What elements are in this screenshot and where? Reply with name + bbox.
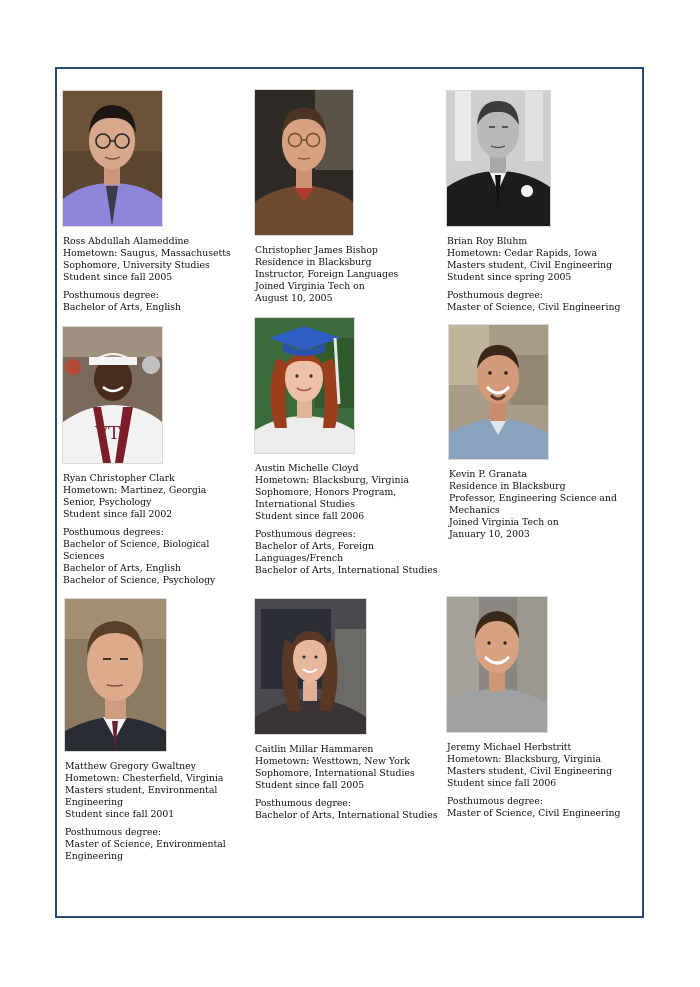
person-name: Brian Roy Bluhm bbox=[447, 236, 528, 247]
degree-line: Bachelor of Science, Biological Sciences bbox=[63, 539, 210, 562]
posthumous-degree bbox=[447, 290, 632, 314]
portrait-photo bbox=[255, 599, 366, 734]
info-line: Student since fall 2006 bbox=[447, 778, 557, 789]
posthumous-degree bbox=[65, 827, 250, 863]
degree-heading: Posthumous degree: bbox=[255, 798, 352, 809]
info-line: Sophomore, International Studies bbox=[255, 768, 415, 779]
info-line: Sophomore, University Studies bbox=[63, 260, 210, 271]
memorial-info bbox=[255, 245, 440, 305]
portrait-photo bbox=[255, 318, 354, 453]
info-line: Hometown: Chesterfield, Virginia bbox=[65, 773, 224, 784]
degree-line: Bachelor of Arts, English bbox=[63, 563, 182, 574]
info-line: Residence in Blacksburg bbox=[449, 481, 566, 492]
svg-text:VT: VT bbox=[95, 423, 121, 444]
degree-line: Bachelor of Science, Psychology bbox=[63, 575, 216, 586]
memorial-card bbox=[63, 91, 248, 314]
person-name: Ross Abdullah Alameddine bbox=[63, 236, 190, 247]
info-line: Student since fall 2005 bbox=[255, 780, 365, 791]
degree-line: Bachelor of Arts, English bbox=[63, 302, 182, 313]
memorial-card bbox=[447, 597, 632, 820]
person-name: Christopher James Bishop bbox=[255, 245, 378, 256]
info-line: Hometown: Martinez, Georgia bbox=[63, 485, 207, 496]
memorial-card bbox=[255, 318, 440, 577]
posthumous-degree bbox=[63, 290, 248, 314]
portrait-photo bbox=[63, 327, 162, 463]
info-line: Sophomore, Honors Program, International Studies bbox=[255, 487, 397, 510]
info-line: Hometown: Cedar Rapids, Iowa bbox=[447, 248, 597, 259]
portrait-photo bbox=[447, 91, 550, 226]
memorial-page-frame bbox=[55, 67, 644, 918]
degree-line: Bachelor of Arts, Foreign Languages/French bbox=[255, 541, 375, 564]
info-line: Joined Virginia Tech on bbox=[255, 281, 365, 292]
info-line: Joined Virginia Tech on bbox=[449, 517, 559, 528]
memorial-card bbox=[255, 599, 440, 822]
person-name: Jeremy Michael Herbstritt bbox=[447, 742, 572, 753]
degree-heading: Posthumous degree: bbox=[447, 290, 544, 301]
info-line: August 10, 2005 bbox=[255, 293, 333, 304]
memorial-card bbox=[447, 91, 632, 314]
memorial-card bbox=[449, 325, 634, 541]
info-line: Instructor, Foreign Languages bbox=[255, 269, 399, 280]
info-line: Student since fall 2002 bbox=[63, 509, 173, 520]
person-name: Kevin P. Granata bbox=[449, 469, 527, 480]
memorial-info bbox=[447, 742, 632, 790]
info-line: Senior, Psychology bbox=[63, 497, 152, 508]
degree-line: Bachelor of Arts, International Studies bbox=[255, 565, 438, 576]
info-line: Masters student, Civil Engineering bbox=[447, 766, 613, 777]
info-line: Professor, Engineering Science and Mechanics bbox=[449, 493, 617, 516]
degree-heading: Posthumous degree: bbox=[65, 827, 162, 838]
memorial-info bbox=[65, 761, 250, 821]
info-line: Hometown: Blacksburg, Virginia bbox=[447, 754, 601, 765]
person-name: Ryan Christopher Clark bbox=[63, 473, 175, 484]
memorial-card bbox=[255, 90, 440, 305]
posthumous-degree bbox=[63, 527, 248, 587]
person-name: Matthew Gregory Gwaltney bbox=[65, 761, 196, 772]
memorial-info bbox=[63, 473, 248, 521]
info-line: Hometown: Saugus, Massachusetts bbox=[63, 248, 231, 259]
portrait-photo bbox=[447, 597, 547, 732]
person-name: Caitlin Millar Hammaren bbox=[255, 744, 374, 755]
info-line: Student since fall 2005 bbox=[63, 272, 173, 283]
memorial-info bbox=[63, 236, 248, 284]
person-name: Austin Michelle Cloyd bbox=[255, 463, 359, 474]
memorial-info bbox=[447, 236, 632, 284]
degree-line: Master of Science, Civil Engineering bbox=[447, 302, 621, 313]
degree-heading: Posthumous degrees: bbox=[63, 527, 164, 538]
info-line: Residence in Blacksburg bbox=[255, 257, 372, 268]
info-line: Hometown: Westtown, New York bbox=[255, 756, 410, 767]
degree-line: Bachelor of Arts, International Studies bbox=[255, 810, 438, 821]
info-line: Masters student, Civil Engineering bbox=[447, 260, 613, 271]
degree-heading: Posthumous degree: bbox=[63, 290, 160, 301]
posthumous-degree bbox=[447, 796, 632, 820]
info-line: Masters student, Environmental Engineering bbox=[65, 785, 218, 808]
portrait-photo bbox=[63, 91, 162, 226]
degree-heading: Posthumous degree: bbox=[447, 796, 544, 807]
degree-heading: Posthumous degrees: bbox=[255, 529, 356, 540]
degree-line: Master of Science, Environmental Engineering bbox=[65, 839, 226, 862]
info-line: Hometown: Blacksburg, Virginia bbox=[255, 475, 409, 486]
info-line: Student since spring 2005 bbox=[447, 272, 572, 283]
portrait-photo bbox=[449, 325, 548, 459]
memorial-info bbox=[255, 744, 440, 792]
posthumous-degree bbox=[255, 798, 440, 822]
info-line: Student since fall 2001 bbox=[65, 809, 175, 820]
posthumous-degree bbox=[255, 529, 440, 577]
memorial-card bbox=[65, 599, 250, 863]
portrait-photo bbox=[255, 90, 353, 235]
portrait-photo bbox=[65, 599, 166, 751]
degree-line: Master of Science, Civil Engineering bbox=[447, 808, 621, 819]
memorial-info bbox=[255, 463, 440, 523]
memorial-info bbox=[449, 469, 634, 541]
memorial-card bbox=[63, 327, 248, 587]
info-line: January 10, 2003 bbox=[449, 529, 530, 540]
info-line: Student since fall 2006 bbox=[255, 511, 365, 522]
